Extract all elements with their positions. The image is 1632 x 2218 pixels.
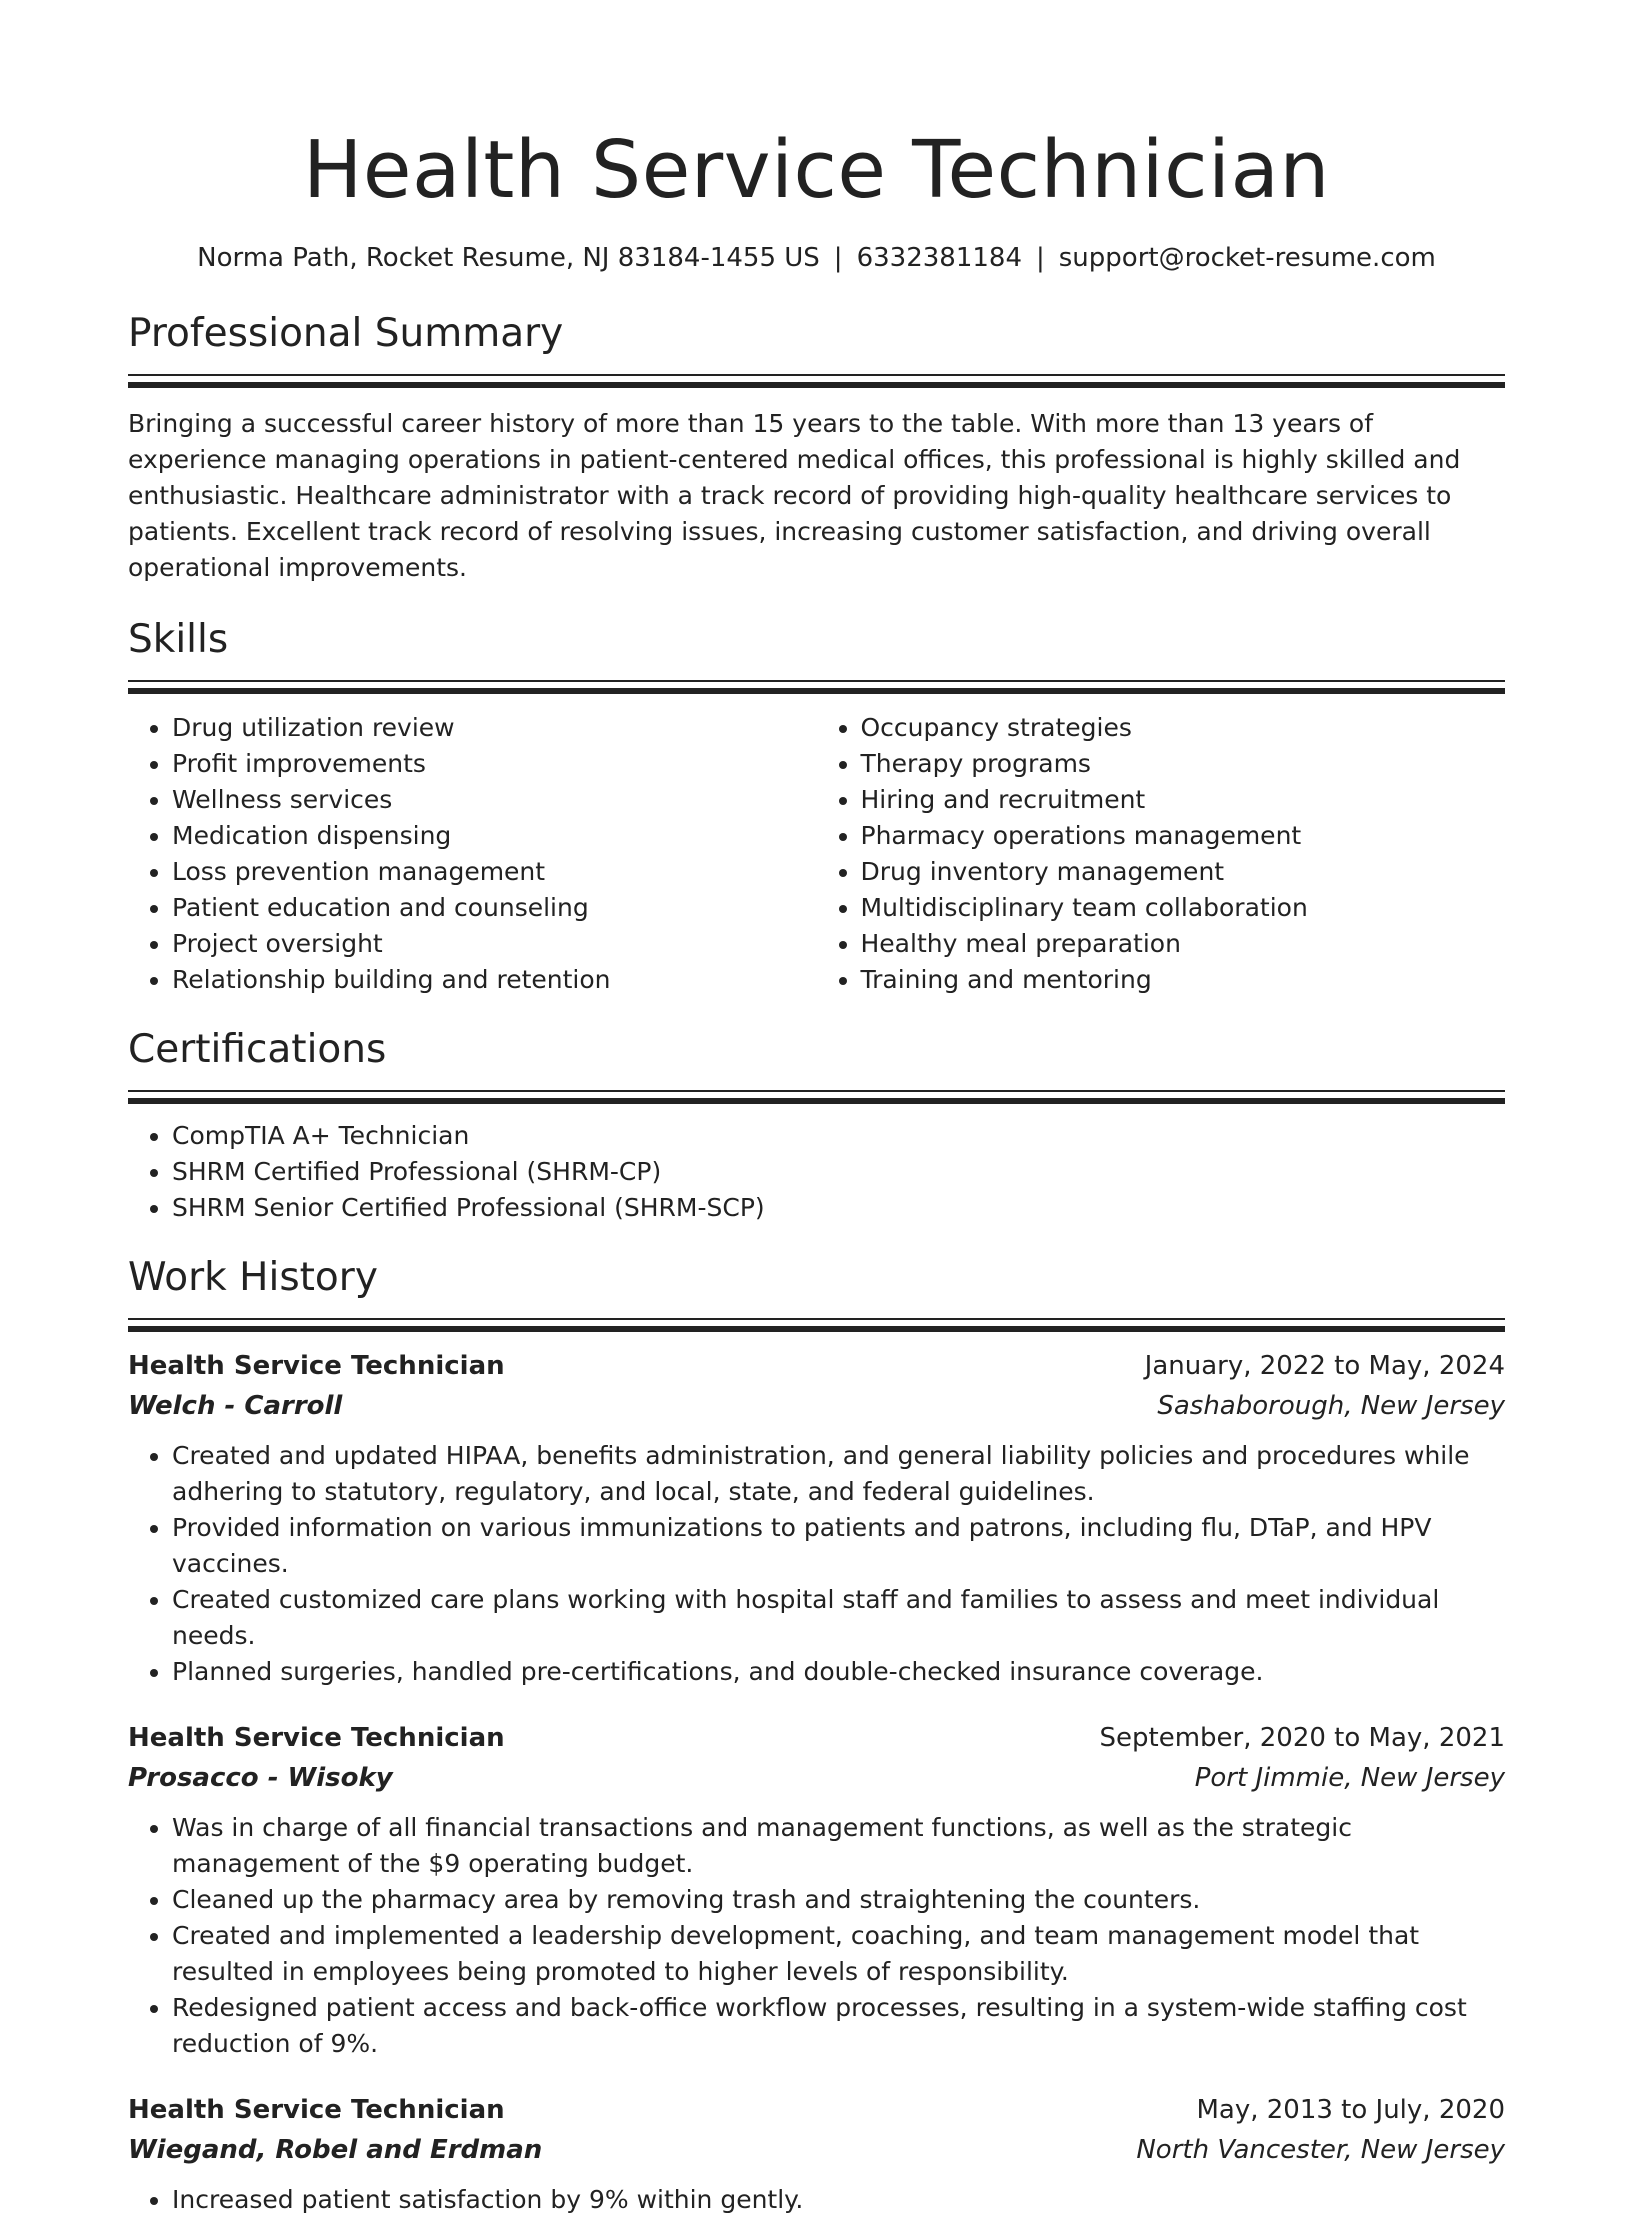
skill-item: • Hiring and recruitment [861, 782, 1506, 818]
section-title: Work History [128, 1255, 378, 1300]
job-entry [128, 1718, 1505, 2062]
section-title: Professional Summary [128, 311, 564, 356]
summary-section [128, 308, 1505, 586]
skill-item: • Project oversight [172, 926, 817, 962]
job-header [128, 1346, 1505, 1386]
contact-separator: | [833, 243, 843, 273]
skill-item: • Patient education and counseling [172, 890, 817, 926]
skills-column-right [817, 710, 1506, 998]
skill-item: • Training and mentoring [861, 962, 1506, 998]
job-subheader [128, 1758, 1505, 1798]
job-bullet: • Cleaned up the pharmacy area by removing trash and straightening the counters. [172, 1882, 1505, 1918]
job-dates: September, 2020 to May, 2021 [1099, 1723, 1505, 1753]
job-bullet: • Was in charge of all financial transactions and management functions, as well as the strategic management of the $9 operating budget. [172, 1810, 1505, 1882]
contact-address: Norma Path, Rocket Resume, NJ 83184-1455 US [197, 243, 820, 273]
job-company: Prosacco - Wisoky [128, 1763, 393, 1793]
skills-section [128, 614, 1505, 998]
skill-item: • Healthy meal preparation [861, 926, 1506, 962]
skill-item: • Medication dispensing [172, 818, 817, 854]
certifications-list [128, 1118, 1505, 1226]
job-bullet: • Increased patient satisfaction by 9% within gently. [172, 2182, 1505, 2218]
skill-item: • Multidisciplinary team collaboration [861, 890, 1506, 926]
contact-line [128, 240, 1505, 276]
job-header [128, 1718, 1505, 1758]
job-header [128, 2090, 1505, 2130]
skills-grid [128, 710, 1505, 998]
job-bullets [128, 2182, 1505, 2218]
job-title: Health Service Technician [128, 2095, 505, 2125]
job-subheader [128, 1386, 1505, 1426]
certification-item: • CompTIA A+ Technician [172, 1118, 1505, 1154]
job-location: North Vancester, New Jersey [1136, 2135, 1505, 2165]
job-location: Port Jimmie, New Jersey [1194, 1763, 1505, 1793]
skill-item: • Loss prevention management [172, 854, 817, 890]
job-company: Wiegand, Robel and Erdman [128, 2135, 543, 2165]
job-location: Sashaborough, New Jersey [1157, 1391, 1505, 1421]
skill-item: • Wellness services [172, 782, 817, 818]
job-company: Welch - Carroll [128, 1391, 343, 1421]
skills-column-left [128, 710, 817, 998]
job-title: Health Service Technician [128, 1351, 505, 1381]
job-bullet: • Planned surgeries, handled pre-certifications, and double-checked insurance coverage. [172, 1654, 1505, 1690]
contact-separator: | [1035, 243, 1045, 273]
skills-list [817, 710, 1506, 998]
certification-item: • SHRM Certified Professional (SHRM-CP) [172, 1154, 1505, 1190]
job-bullet: • Provided information on various immunizations to patients and patrons, including flu, DTaP, and HPV vaccines. [172, 1510, 1505, 1582]
job-dates: January, 2022 to May, 2024 [1144, 1351, 1505, 1381]
job-entry [128, 2090, 1505, 2218]
skill-item: • Profit improvements [172, 746, 817, 782]
certification-item: • SHRM Senior Certified Professional (SHRM-SCP) [172, 1190, 1505, 1226]
skill-item: • Therapy programs [861, 746, 1506, 782]
job-title: Health Service Technician [128, 1723, 505, 1753]
section-title: Certifications [128, 1027, 387, 1072]
job-bullets [128, 1438, 1505, 1690]
summary-text: Bringing a successful career history of more than 15 years to the table. With more than 13 years of experience managing operations in patient-centered medical offices, this professional is highly skilled and enthusiastic. Healthcare administrator with a track record of providing high-quality healthcare services to patients. Excellent track record of resolving issues, increasing customer satisfaction, and driving overall operational improvements. [128, 409, 1461, 582]
skill-item: • Relationship building and retention [172, 962, 817, 998]
contact-email: support@rocket-resume.com [1058, 243, 1436, 273]
skills-list [128, 710, 817, 998]
job-subheader [128, 2130, 1505, 2170]
certifications-section [128, 1024, 1505, 1226]
job-bullet: • Created and implemented a leadership development, coaching, and team management model that resulted in employees being promoted to higher levels of responsibility. [172, 1918, 1505, 1990]
section-divider [128, 680, 1505, 694]
job-bullets [128, 1810, 1505, 2062]
skill-item: • Drug inventory management [861, 854, 1506, 890]
job-dates: May, 2013 to July, 2020 [1196, 2095, 1505, 2125]
job-bullet: • Created customized care plans working with hospital staff and families to assess and meet individual needs. [172, 1582, 1505, 1654]
section-divider [128, 1318, 1505, 1332]
skill-item: • Pharmacy operations management [861, 818, 1506, 854]
job-bullet: • Redesigned patient access and back-office workflow processes, resulting in a system-wide staffing cost reduction of 9%. [172, 1990, 1505, 2062]
work-history-section [128, 1252, 1505, 2218]
section-title: Skills [128, 617, 229, 662]
section-divider [128, 1090, 1505, 1104]
contact-phone: 6332381184 [856, 243, 1022, 273]
section-divider [128, 374, 1505, 388]
resume-title: Health Service Technician [303, 124, 1330, 216]
job-entry [128, 1346, 1505, 1690]
skill-item: • Drug utilization review [172, 710, 817, 746]
skill-item: • Occupancy strategies [861, 710, 1506, 746]
job-bullet: • Created and updated HIPAA, benefits administration, and general liability policies and procedures while adhering to statutory, regulatory, and local, state, and federal guidelines. [172, 1438, 1505, 1510]
